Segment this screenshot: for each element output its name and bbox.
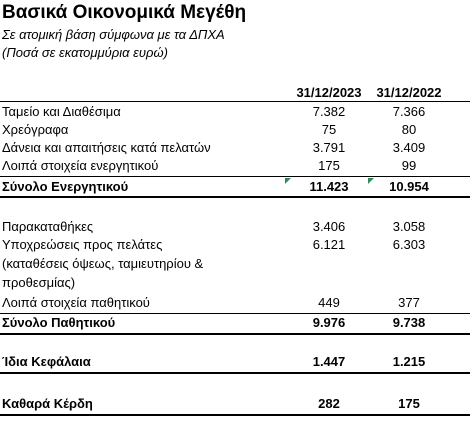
table-row [0, 294, 475, 312]
column-header-2023: 31/12/2023 [296, 85, 362, 100]
value-2022: 9.738 [392, 315, 426, 330]
row-label: Δάνεια και απαιτήσεις κατά πελατών [2, 140, 211, 155]
value-2023: 7.382 [312, 104, 346, 119]
equity-row [0, 353, 475, 371]
header-divider [0, 101, 470, 102]
row-label: Καθαρά Κέρδη [2, 396, 93, 411]
value-2023: 6.121 [312, 237, 346, 252]
table-row [0, 139, 475, 157]
row-divider [0, 176, 470, 177]
total-assets-row [0, 178, 475, 196]
value-2023: 3.791 [312, 140, 346, 155]
table-row [0, 157, 475, 175]
subtitle-units: (Ποσά σε εκατομμύρια ευρώ) [2, 45, 168, 60]
value-2023: 1.447 [312, 354, 346, 369]
row-label: Σύνολο Ενεργητικού [2, 179, 129, 194]
value-2022: 6.303 [392, 237, 426, 252]
table-row [0, 236, 475, 254]
value-2023: 11.423 [309, 179, 349, 194]
table-row [0, 121, 475, 139]
total-divider [0, 333, 470, 335]
value-2023: 9.976 [312, 315, 346, 330]
value-2022: 10.954 [389, 179, 429, 194]
total-divider [0, 372, 470, 374]
value-2022: 3.058 [392, 219, 426, 234]
cell-marker-icon [285, 178, 291, 184]
row-label: Λοιπά στοιχεία παθητικού [2, 295, 150, 310]
table-row [0, 218, 475, 236]
cell-marker-icon [368, 178, 374, 184]
total-divider [0, 196, 470, 198]
row-label: Ταμείο και Διαθέσιμα [2, 104, 121, 119]
value-2023: 449 [318, 295, 340, 310]
total-divider [0, 414, 470, 416]
row-label: Λοιπά στοιχεία ενεργητικού [2, 158, 159, 173]
row-label: Σύνολο Παθητικού [2, 315, 116, 330]
value-2022: 3.409 [392, 140, 426, 155]
row-label: Ίδια Κεφάλαια [2, 354, 91, 369]
net-profit-row [0, 395, 475, 413]
value-2022: 80 [401, 122, 417, 137]
row-label: προθεσμίας) [2, 275, 76, 290]
row-label: (καταθέσεις όψεως, ταμιευτηρίου & [2, 256, 204, 271]
row-label: Υποχρεώσεις προς πελάτες [2, 237, 163, 252]
value-2022: 175 [398, 396, 420, 411]
value-2023: 175 [318, 158, 340, 173]
value-2022: 99 [401, 158, 417, 173]
page-title: Βασικά Οικονομικά Μεγέθη [2, 2, 247, 23]
table-row [0, 274, 475, 292]
value-2022: 1.215 [392, 354, 426, 369]
value-2023: 75 [321, 122, 337, 137]
value-2023: 282 [318, 396, 340, 411]
table-row [0, 103, 475, 121]
row-label: Παρακαταθήκες [2, 219, 94, 234]
value-2022: 377 [398, 295, 420, 310]
subtitle-basis: Σε ατομική βάση σύμφωνα με τα ΔΠΧΑ [2, 27, 225, 42]
total-liabilities-row [0, 314, 475, 332]
value-2022: 7.366 [392, 104, 426, 119]
table-row [0, 255, 475, 273]
row-label: Χρεόγραφα [2, 122, 69, 137]
column-header-2022: 31/12/2022 [376, 85, 442, 100]
value-2023: 3.406 [312, 219, 346, 234]
